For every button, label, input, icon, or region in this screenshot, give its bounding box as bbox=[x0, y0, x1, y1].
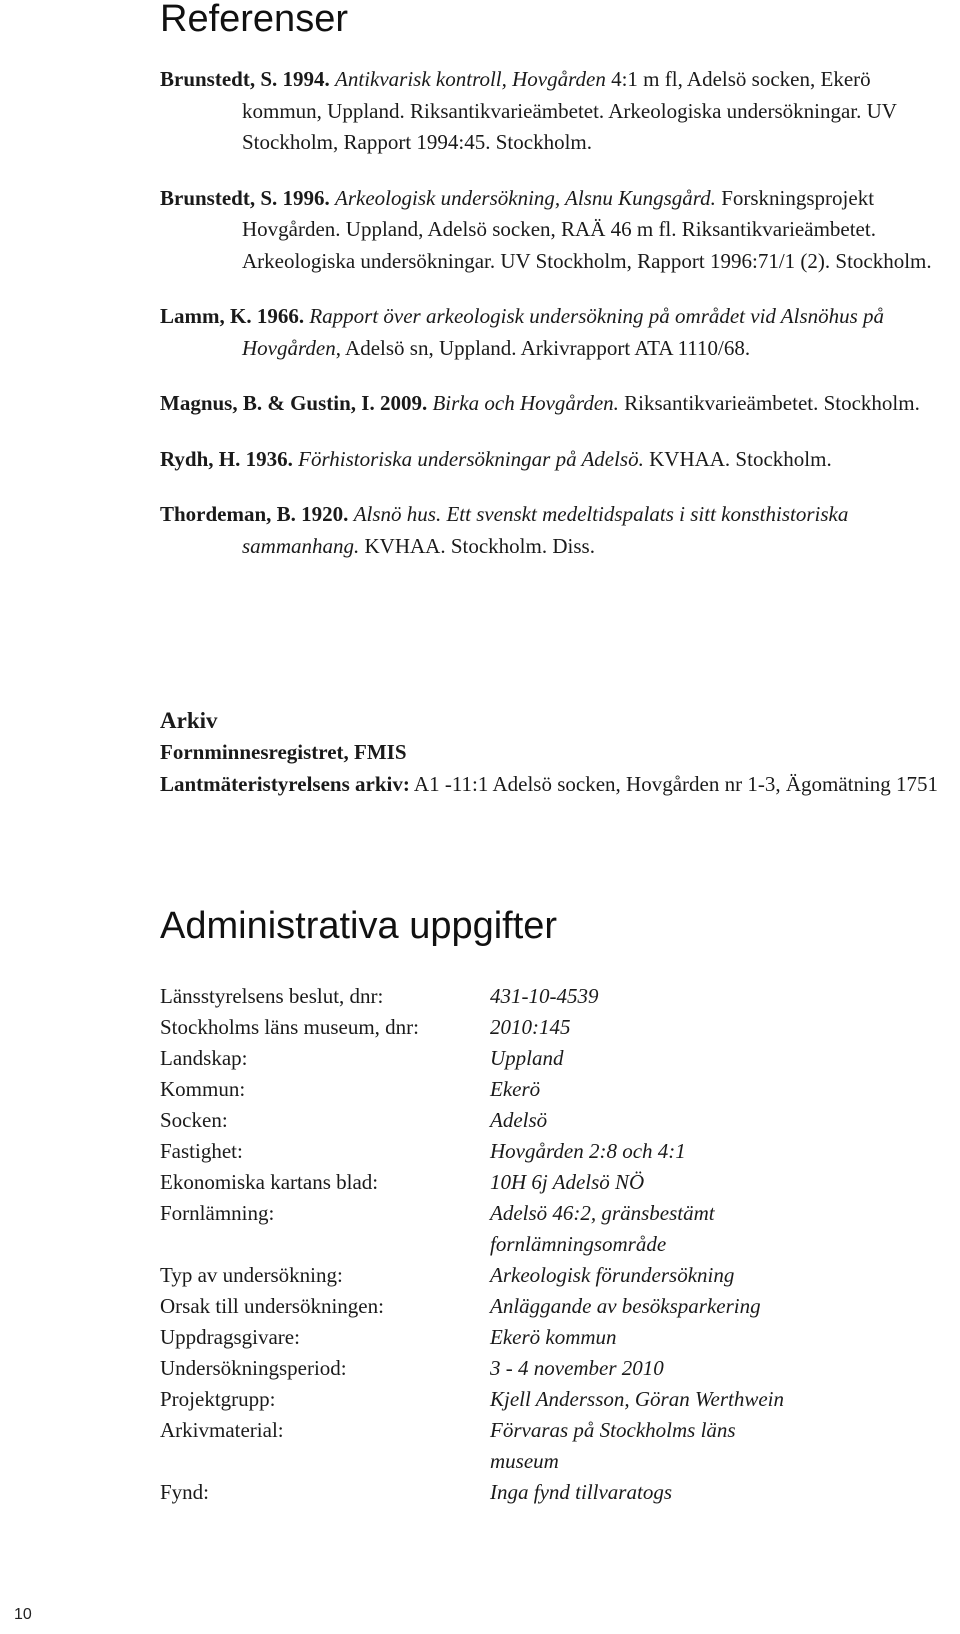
admin-value: Ekerö bbox=[490, 1077, 541, 1101]
admin-table bbox=[160, 981, 940, 1508]
admin-row bbox=[160, 1074, 940, 1105]
admin-value: Anläggande av besöksparkering bbox=[490, 1294, 761, 1318]
admin-value: Adelsö 46:2, gränsbestämt fornlämningsområde bbox=[490, 1201, 715, 1256]
admin-label: Länsstyrelsens beslut, dnr: bbox=[160, 984, 384, 1008]
reference-entry bbox=[160, 499, 940, 562]
admin-label: Projektgrupp: bbox=[160, 1387, 276, 1411]
reference-entry bbox=[160, 301, 940, 364]
admin-label: Arkivmaterial: bbox=[160, 1418, 284, 1442]
admin-value: Förvaras på Stockholms läns museum bbox=[490, 1418, 736, 1473]
admin-label: Fynd: bbox=[160, 1480, 210, 1504]
reference-entry bbox=[160, 64, 940, 159]
arkiv-fmis-label: Fornminnesregistret, FMIS bbox=[160, 740, 407, 764]
admin-label: Ekonomiska kartans blad: bbox=[160, 1170, 379, 1194]
reference-title: Alsnö hus. Ett svenskt medeltidspalats i sitt konsthistoriska sammanhang. bbox=[242, 502, 849, 558]
reference-title: Birka och Hovgården. bbox=[432, 391, 619, 415]
reference-details: Riksantikvarieämbetet. Stockholm. bbox=[624, 391, 920, 415]
admin-label: Socken: bbox=[160, 1108, 228, 1132]
admin-label: Fastighet: bbox=[160, 1139, 243, 1163]
admin-row bbox=[160, 1167, 940, 1198]
arkiv-section bbox=[160, 704, 940, 800]
admin-value: Adelsö bbox=[490, 1108, 548, 1132]
admin-value: Kjell Andersson, Göran Werthwein bbox=[490, 1387, 785, 1411]
admin-label: Orsak till undersökningen: bbox=[160, 1294, 384, 1318]
admin-value: 10H 6j Adelsö NÖ bbox=[490, 1170, 645, 1194]
admin-row bbox=[160, 1353, 940, 1384]
reference-entry bbox=[160, 183, 940, 278]
admin-row bbox=[160, 1322, 940, 1353]
heading-arkiv: Arkiv bbox=[160, 708, 218, 733]
reference-title: Arkeologisk undersökning, Alsnu Kungsgård. bbox=[335, 185, 716, 210]
admin-value: Arkeologisk förundersökning bbox=[490, 1263, 735, 1287]
heading-referenser: Referenser bbox=[160, 0, 348, 40]
reference-author: Brunstedt, S. 1996. bbox=[160, 185, 330, 210]
admin-label: Typ av undersökning: bbox=[160, 1263, 343, 1287]
admin-value: 3 - 4 november 2010 bbox=[490, 1356, 664, 1380]
admin-label: Landskap: bbox=[160, 1046, 248, 1070]
arkiv-lantmateri-label: Lantmäteristyrelsens arkiv: bbox=[160, 771, 410, 796]
admin-label: Undersökningsperiod: bbox=[160, 1356, 347, 1380]
reference-details: 4:1 m fl, Adelsö socken, Ekerö kommun, Uppland. Riksantikvarieämbetet. Arkeologiska undersökningar. UV Stockholm, Rapport 1994:45. Stockholm. bbox=[242, 67, 897, 154]
reference-author: Thordeman, B. 1920. bbox=[160, 502, 349, 526]
reference-author: Lamm, K. 1966. bbox=[160, 304, 305, 328]
reference-author: Brunstedt, S. 1994. bbox=[160, 67, 330, 91]
admin-value: 431-10-4539 bbox=[490, 984, 599, 1008]
arkiv-lantmateri bbox=[160, 769, 940, 801]
reference-author: Rydh, H. 1936. bbox=[160, 446, 293, 471]
reference-title: Rapport över arkeologisk undersökning på området vid Alsnöhus på Hovgården bbox=[242, 304, 885, 360]
admin-label: Stockholms läns museum, dnr: bbox=[160, 1015, 419, 1039]
admin-value: Uppland bbox=[490, 1046, 564, 1070]
arkiv-fmis bbox=[160, 737, 940, 769]
admin-value: Inga fynd tillvaratogs bbox=[490, 1480, 672, 1504]
admin-value: 2010:145 bbox=[490, 1015, 571, 1039]
admin-label: Fornlämning: bbox=[160, 1201, 275, 1225]
reference-title: Antikvarisk kontroll, Hovgården bbox=[335, 67, 606, 91]
admin-label: Kommun: bbox=[160, 1077, 246, 1101]
admin-row bbox=[160, 1043, 940, 1074]
reference-details: KVHAA. Stockholm. bbox=[649, 446, 832, 471]
admin-row bbox=[160, 1105, 940, 1136]
reference-entry bbox=[160, 444, 940, 476]
admin-row bbox=[160, 1012, 940, 1043]
admin-row bbox=[160, 1291, 940, 1322]
admin-row bbox=[160, 1136, 940, 1167]
admin-row bbox=[160, 981, 940, 1012]
reference-title: Förhistoriska undersökningar på Adelsö. bbox=[298, 446, 644, 471]
arkiv-lantmateri-detail: A1 -11:1 Adelsö socken, Hovgården nr 1-3, Ägomätning 1751 bbox=[413, 771, 939, 796]
reference-details: KVHAA. Stockholm. Diss. bbox=[364, 533, 595, 558]
reference-details: Forskningsprojekt Hovgården. Uppland, Adelsö socken, RAÄ 46 m fl. Riksantikvarieämbetet. Arkeologiska undersökningar. UV Stockholm, Rapport 1996:71/1 (2). Stockholm. bbox=[242, 185, 932, 273]
admin-row bbox=[160, 1198, 940, 1260]
admin-value: Ekerö kommun bbox=[490, 1325, 617, 1349]
heading-administrativa-uppgifter: Administrativa uppgifter bbox=[160, 905, 558, 947]
reference-author: Magnus, B. & Gustin, I. 2009. bbox=[160, 391, 428, 415]
reference-list bbox=[160, 64, 940, 586]
reference-entry bbox=[160, 388, 940, 420]
admin-label: Uppdragsgivare: bbox=[160, 1325, 300, 1349]
admin-row bbox=[160, 1260, 940, 1291]
admin-value: Hovgården 2:8 och 4:1 bbox=[490, 1139, 686, 1163]
admin-row bbox=[160, 1384, 940, 1415]
admin-row bbox=[160, 1477, 940, 1508]
page-number: 10 bbox=[14, 1606, 32, 1623]
admin-row bbox=[160, 1415, 940, 1477]
reference-details: , Adelsö sn, Uppland. Arkivrapport ATA 1110/68. bbox=[335, 335, 751, 360]
